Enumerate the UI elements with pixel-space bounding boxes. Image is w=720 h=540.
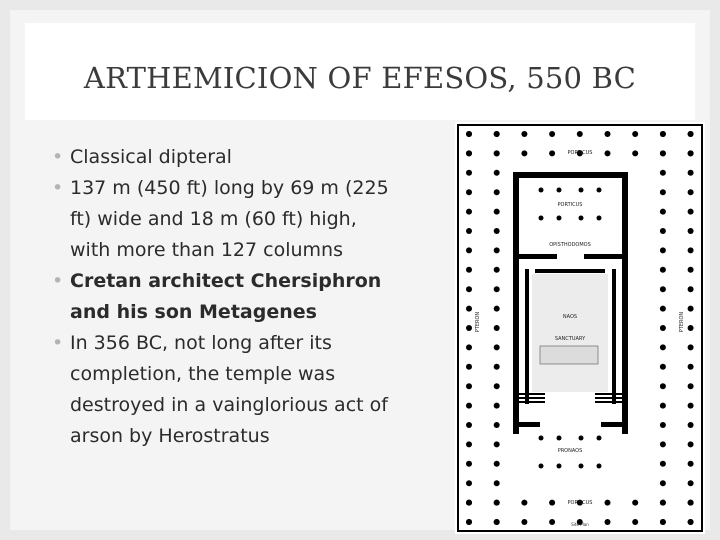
column-mark [466, 461, 472, 467]
column-mark [466, 286, 472, 292]
bullet-item: • In 356 BC, not long after its completion, the temple was destroyed in a vainglorious act of arson by Herostratus [52, 328, 397, 452]
column-mark [494, 441, 500, 447]
bullet-icon: • [52, 146, 64, 168]
plan-label-portico-bottom: PORTICUS [567, 500, 593, 506]
column-mark [466, 150, 472, 156]
column-mark [688, 500, 694, 506]
column-mark [632, 519, 638, 525]
column-mark [688, 519, 694, 525]
column-mark [660, 131, 666, 137]
column-mark [494, 267, 500, 273]
column-mark [688, 267, 694, 273]
column-mark [494, 189, 500, 195]
column-mark [466, 383, 472, 389]
column-mark [494, 364, 500, 370]
column-mark [660, 170, 666, 176]
column-mark [597, 464, 602, 469]
column-mark [660, 306, 666, 312]
column-mark [660, 286, 666, 292]
column-mark [660, 403, 666, 409]
column-mark [466, 519, 472, 525]
column-mark [557, 464, 562, 469]
column-mark [494, 247, 500, 253]
column-mark [688, 403, 694, 409]
column-mark [466, 267, 472, 273]
column-mark [688, 306, 694, 312]
column-mark [557, 188, 562, 193]
column-mark [579, 464, 584, 469]
column-mark [660, 247, 666, 253]
bullet-icon: • [52, 270, 64, 292]
column-mark [660, 422, 666, 428]
column-mark [494, 131, 500, 137]
plan-label-pronaos-top: PORTICUS [557, 202, 583, 208]
column-mark [466, 306, 472, 312]
bullet-icon: • [52, 177, 64, 199]
naos-floor [532, 274, 608, 392]
column-mark [466, 344, 472, 350]
slide-title: ARTHEMICION OF EFESOS, 550 BC [83, 61, 637, 95]
bullet-item: • 137 m (450 ft) long by 69 m (225 ft) wide and 18 m (60 ft) high, with more than 127 columns [52, 173, 397, 266]
column-mark [539, 188, 544, 193]
column-mark [494, 286, 500, 292]
column-mark [688, 344, 694, 350]
column-mark [660, 344, 666, 350]
column-mark [605, 519, 611, 525]
column-mark [494, 209, 500, 215]
bullet-item: • Classical dipteral [52, 142, 397, 173]
column-mark [494, 422, 500, 428]
column-mark [466, 189, 472, 195]
plan-label-opisthodomos: OPISTHODOMOS [549, 242, 591, 248]
column-mark [688, 383, 694, 389]
column-mark [557, 216, 562, 221]
column-mark [579, 436, 584, 441]
column-mark [521, 519, 527, 525]
column-mark [688, 189, 694, 195]
column-mark [660, 189, 666, 195]
column-mark [466, 209, 472, 215]
plan-label-naos: NAOS [562, 314, 578, 320]
column-mark [466, 228, 472, 234]
column-mark [494, 325, 500, 331]
column-mark [688, 461, 694, 467]
column-mark [660, 267, 666, 273]
temple-floor-plan [455, 122, 705, 534]
column-mark [688, 480, 694, 486]
column-mark [466, 500, 472, 506]
column-mark [660, 480, 666, 486]
altar-base [540, 346, 598, 364]
column-mark [521, 500, 527, 506]
column-mark [632, 150, 638, 156]
column-mark [597, 188, 602, 193]
plan-label-side-left: PTERON [475, 311, 481, 333]
column-mark [494, 306, 500, 312]
column-mark [579, 188, 584, 193]
column-mark [494, 170, 500, 176]
column-mark [660, 461, 666, 467]
plan-label-scale: Site Plan [571, 522, 589, 527]
column-mark [632, 131, 638, 137]
column-mark [466, 422, 472, 428]
column-mark [660, 519, 666, 525]
column-mark [688, 131, 694, 137]
column-mark [660, 383, 666, 389]
column-mark [466, 364, 472, 370]
floor-plan-drawing [455, 122, 705, 534]
column-mark [494, 150, 500, 156]
column-mark [688, 209, 694, 215]
column-mark [539, 464, 544, 469]
column-mark [466, 131, 472, 137]
column-mark [688, 247, 694, 253]
column-mark [688, 364, 694, 370]
column-mark [597, 216, 602, 221]
plan-label-pronaos-bottom: PRONAOS [557, 448, 583, 454]
bullet-icon: • [52, 332, 64, 354]
column-mark [660, 364, 666, 370]
column-mark [660, 500, 666, 506]
column-mark [660, 325, 666, 331]
column-mark [597, 436, 602, 441]
column-mark [549, 150, 555, 156]
column-mark [660, 150, 666, 156]
column-mark [466, 170, 472, 176]
column-mark [466, 441, 472, 447]
column-mark [605, 131, 611, 137]
column-mark [466, 480, 472, 486]
column-mark [494, 519, 500, 525]
plan-label-portico-top: PORTICUS [567, 150, 593, 156]
column-mark [466, 247, 472, 253]
plan-label-sanctuary: SANCTUARY [554, 336, 586, 342]
column-mark [688, 170, 694, 176]
column-mark [632, 500, 638, 506]
column-mark [660, 209, 666, 215]
column-mark [494, 344, 500, 350]
column-mark [605, 150, 611, 156]
slide [10, 10, 710, 530]
bullet-list [52, 142, 397, 452]
title-band [25, 23, 695, 120]
column-mark [539, 436, 544, 441]
column-mark [577, 131, 583, 137]
column-mark [494, 228, 500, 234]
column-mark [494, 383, 500, 389]
column-mark [466, 325, 472, 331]
column-mark [549, 500, 555, 506]
column-mark [549, 519, 555, 525]
column-mark [557, 436, 562, 441]
column-mark [521, 150, 527, 156]
column-mark [549, 131, 555, 137]
column-mark [494, 480, 500, 486]
column-mark [660, 228, 666, 234]
column-mark [605, 500, 611, 506]
column-mark [688, 286, 694, 292]
column-mark [688, 422, 694, 428]
plan-label-side-right: PTERON [679, 311, 685, 333]
column-mark [660, 441, 666, 447]
bullet-item: • Cretan architect Chersiphron and his son Metagenes [52, 266, 397, 328]
column-mark [494, 500, 500, 506]
column-mark [688, 325, 694, 331]
column-mark [688, 150, 694, 156]
column-mark [579, 216, 584, 221]
column-mark [688, 441, 694, 447]
column-mark [688, 228, 694, 234]
column-mark [539, 216, 544, 221]
column-mark [494, 403, 500, 409]
column-mark [494, 461, 500, 467]
column-mark [521, 131, 527, 137]
column-mark [466, 403, 472, 409]
